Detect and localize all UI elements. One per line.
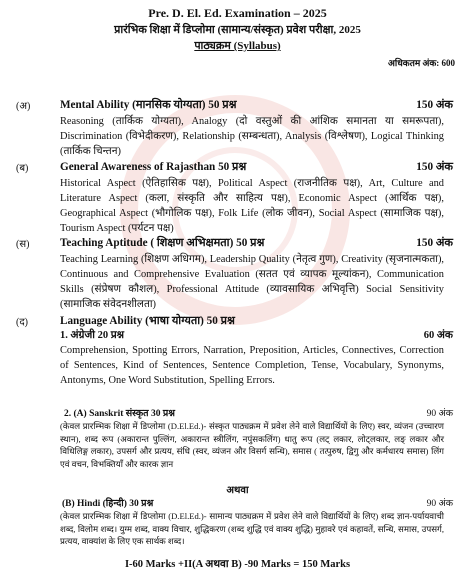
section-b-body: Historical Aspect (ऐतिहासिक पक्ष), Political Aspect (राजनीतिक पक्ष), Art, Culture and Literature Aspect (कला, संस्कृति और साहित्य पक्ष), Economic Aspect (आर्थिक पक्ष), Geographical Aspect (भौगोलिक पक्ष), Folk Life (लोक जीवन), Social Aspect (सामाजिक पक्ष), Tourism Aspect (पर्यटन पक्ष) [60, 178, 444, 234]
or-separator: अथवा [226, 485, 249, 496]
english-body: Comprehension, Spotting Errors, Narration, Preposition, Articles, Connectives, Correction of Sentences, Kind of Sentences, Sentence Completion, Tense, Vocabulary, Synonyms, Antonyms, One Word Substitution, Spelling Errors. [60, 345, 444, 386]
exam-title: Pre. D. El. Ed. Examination – 2025 [148, 6, 327, 20]
total-marks-footer: I-60 Marks +II(A अथवा B) -90 Marks = 150 Marks [124, 559, 351, 570]
section-b-title: General Awareness of Rajasthan 50 प्रश्न [60, 161, 247, 173]
section-c-number: (स) [16, 239, 30, 250]
section-a-number: (अ) [16, 101, 31, 112]
section-b-number: (ब) [16, 163, 29, 174]
section-d-number: (द) [16, 317, 28, 328]
max-marks: अधिकतम अंक: 600 [388, 58, 455, 68]
hindi-body: (केवल प्रारम्भिक शिक्षा में डिप्लोमा (D.El.Ed.)- सामान्य पाठ्यक्रम में प्रवेश लेने वाले विद्यार्थियों के लिए) शब्द ज्ञान-पर्यायवाची शब्द, विलोम शब्द। युग्म शब्द, वाक्य विचार, शुद्धिकरण (शब्द शुद्धि एवं वाक्य शुद्धि) मुहावरे एवं कहावतें, सन्धि, समास, उपसर्ग, प्रत्यय, वाक्यांश के लिए एक सार्थक शब्द। [60, 511, 444, 546]
section-a-title: Mental Ability (मानसिक योग्यता) 50 प्रश्न [60, 99, 237, 111]
section-d-title: Language Ability (भाषा योग्यता) 50 प्रश्न [60, 315, 235, 327]
section-c-marks: 150 अंक [416, 237, 453, 249]
section-c-body: Teaching Learning (शिक्षण अधिगम), Leadership Quality (नेतृत्व गुण), Creativity (सृजनात्मकता), Continuous and Comprehensive Evaluation (सतत एवं व्यापक मूल्यांकन), Communication Skills (संप्रेषण कौशल), Professional Attitude (व्यावसायिक अभिवृत्ति) Social Sensitivity (सामाजिक संवेदनशीलता) [60, 254, 444, 310]
hindi-marks: 90 अंक [426, 499, 453, 509]
sanskrit-body: (केवल प्रारम्भिक शिक्षा में डिप्लोमा (D.El.Ed.)- संस्कृत पाठ्यक्रम में प्रवेश लेने वाले विद्यार्थियों के लिए) स्वर, व्यंजन (उच्चारण स्थान), शब्द रूप (अकारान्त पुल्लिंग, अकारान्त स्त्रीलिंग, नपुंसकलिंग) धातु रूप (लट् लकार, लोट्लकार, लङ् लकार और विधिलिङ्ग लकार), उपसर्ग और प्रत्यय, संधि (स्वर, व्यंजन और विसर्ग सन्धि), समास ( तत्पुरुष, द्विगु और कर्मधारय समास) लिंग एवं वचन, विभक्तियाँ और कारक ज्ञान [60, 421, 444, 469]
hindi-title: (B) Hindi (हिन्दी) 30 प्रश्न [62, 499, 154, 509]
section-c-title: Teaching Aptitude ( शिक्षण अभिक्षमता) 50 प्रश्न [60, 237, 265, 249]
section-a-body: Reasoning (तार्किक योग्यता), Analogy (दो वस्तुओं की आंशिक समानता या समरूपता), Discrimination (विभेदीकरण), Relationship (सम्बन्धता), Analysis (विश्लेषण), Logical Thinking (तार्किक चिन्तन) [60, 116, 444, 157]
exam-subtitle: प्रारंभिक शिक्षा में डिप्लोमा (सामान्य/संस्कृत) प्रवेश परीक्षा, 2025 [114, 24, 361, 36]
section-a-marks: 150 अंक [416, 99, 453, 111]
sanskrit-title: 2. (A) Sanskrit संस्कृत 30 प्रश्न [64, 409, 175, 419]
english-title: 1. अंग्रेजी 20 प्रश्न [60, 330, 125, 341]
syllabus-heading: पाठ्यक्रम (Syllabus) [194, 40, 281, 52]
english-marks: 60 अंक [423, 330, 453, 341]
section-b-marks: 150 अंक [416, 161, 453, 173]
sanskrit-marks: 90 अंक [426, 409, 453, 419]
